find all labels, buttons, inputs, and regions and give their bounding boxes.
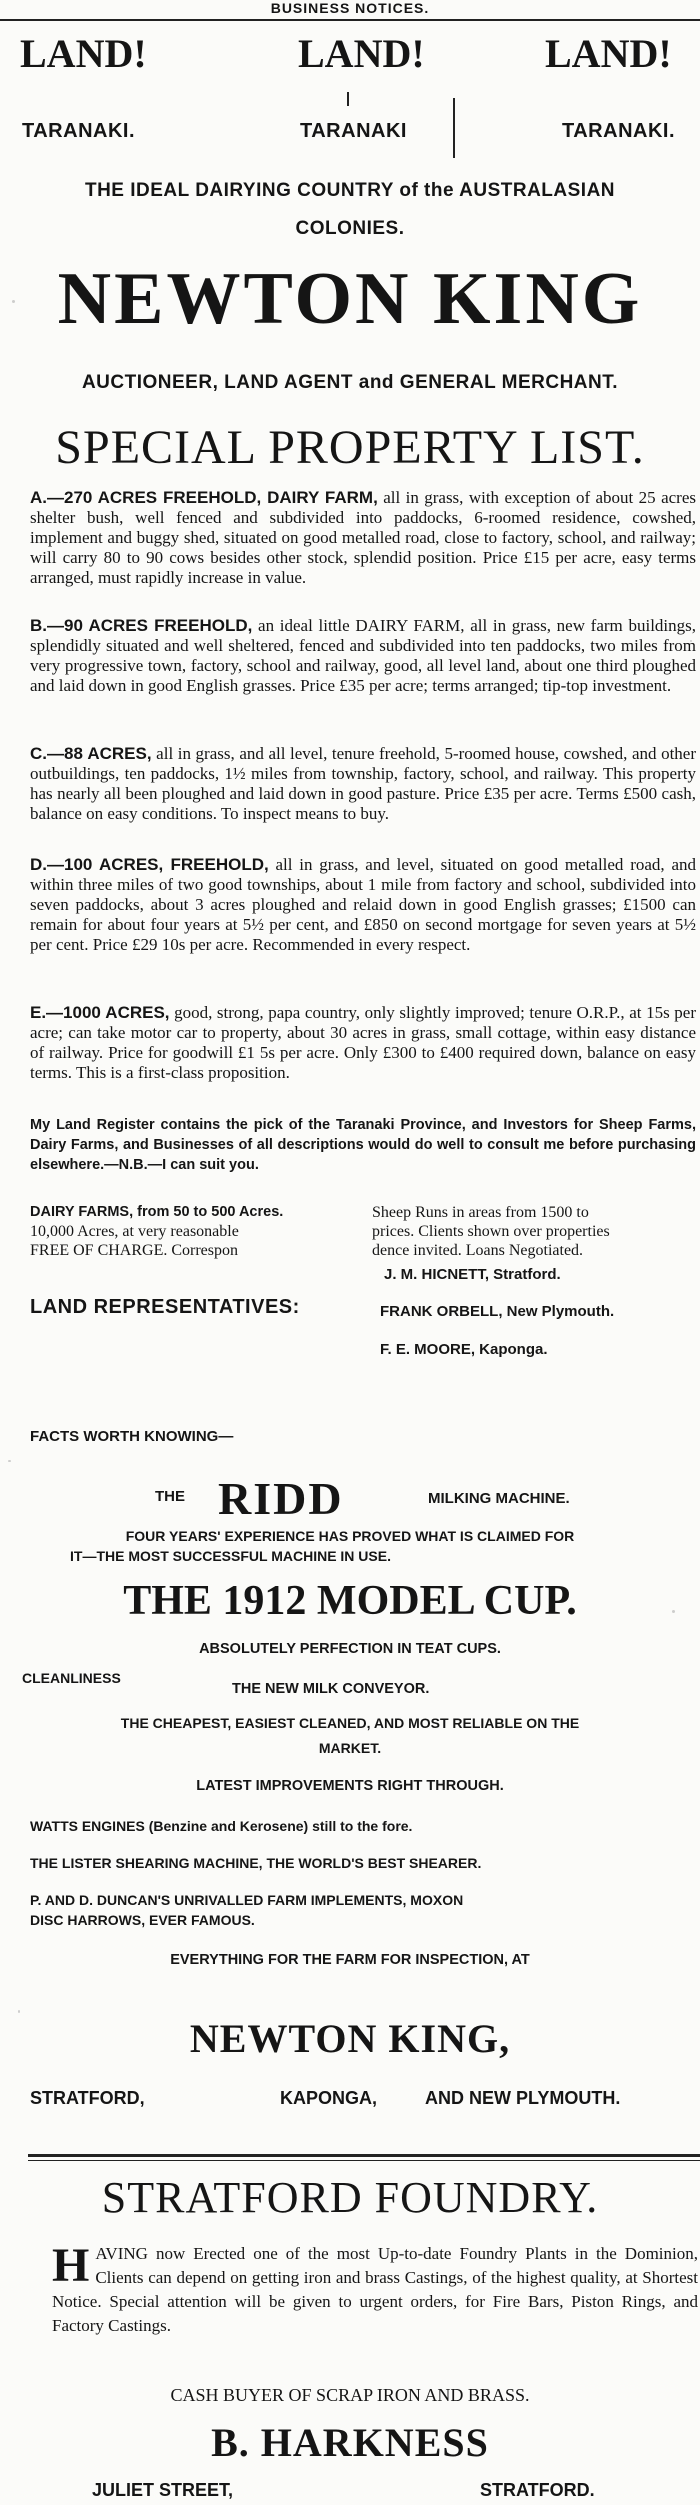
property-c bbox=[30, 744, 696, 864]
dairy-left-3: FREE OF CHARGE. Correspon bbox=[30, 1242, 239, 1259]
dairy-left-2: 10,000 Acres, at very reasonable bbox=[30, 1223, 239, 1240]
duncan-line-2: DISC HARROWS, EVER FAMOUS. bbox=[30, 1912, 255, 1928]
four-years-line-1: FOUR YEARS' EXPERIENCE HAS PROVED WHAT IS CLAIMED FOR bbox=[125, 1528, 575, 1544]
facts-heading: FACTS WORTH KNOWING— bbox=[30, 1428, 234, 1445]
rep-moore: F. E. MOORE, Kaponga. bbox=[380, 1341, 548, 1358]
print-speck bbox=[8, 1460, 11, 1462]
section-title: BUSINESS NOTICES. bbox=[270, 0, 430, 16]
print-speck bbox=[672, 1610, 675, 1613]
teat-cups-line: ABSOLUTELY PERFECTION IN TEAT CUPS. bbox=[199, 1641, 501, 1657]
property-d-lead: D.—100 ACRES, FREEHOLD, bbox=[30, 855, 269, 874]
town-kaponga: KAPONGA, bbox=[280, 2088, 378, 2108]
milking-machine: MILKING MACHINE. bbox=[428, 1490, 570, 1507]
foundry-dropcap: H bbox=[52, 2239, 90, 2292]
property-c-lead: C.—88 ACRES, bbox=[30, 744, 152, 763]
cheapest-line-1: THE CHEAPEST, EASIEST CLEANED, AND MOST RELIABLE ON THE bbox=[120, 1715, 580, 1731]
everything-for-farm: EVERYTHING FOR THE FARM FOR INSPECTION, AT bbox=[170, 1952, 530, 1968]
print-speck bbox=[18, 2010, 20, 2013]
model-cup-title: THE 1912 MODEL CUP. bbox=[123, 1578, 577, 1624]
owner-name: B. HARKNESS bbox=[211, 2420, 489, 2465]
print-speck bbox=[12, 300, 15, 303]
foundry-rule-top bbox=[28, 2154, 700, 2157]
property-d-text: all in grass, and level, situated on good metalled road, and within three miles of two good townships, about 1 mile from factory and school, subdivided into seven paddocks, about 3 acres ploughed and relaid down in good English grasses; £1500 can remain for about four years at 5½ per cent, and £850 on second mortgage for seven years at 5½ per cent. Price £29 10s per acre. Recommended in every respect. bbox=[30, 855, 697, 954]
property-a-lead: A.—270 ACRES FREEHOLD, DAIRY FARM, bbox=[30, 488, 378, 507]
tagline-line-1: THE IDEAL DAIRYING COUNTRY of the AUSTRALASIAN bbox=[84, 180, 616, 201]
land-word-3: LAND! bbox=[545, 31, 672, 76]
dairy-right-2: prices. Clients shown over properties bbox=[372, 1223, 610, 1240]
land-word-1: LAND! bbox=[20, 31, 147, 76]
lister-machine: THE LISTER SHEARING MACHINE, THE WORLD'S BEST SHEARER. bbox=[30, 1855, 482, 1871]
foundry-text: AVING now Erected one of the most Up-to-date Foundry Plants in the Dominion, Clients can depend on getting iron and brass Castings, of the highest quality, at Shortest Notice. Special attention will be given to urgent orders, for Fire Bars, Piston Rings, and Factory Castings. bbox=[52, 2244, 698, 2335]
property-b bbox=[30, 616, 696, 756]
top-rule bbox=[0, 19, 700, 21]
foundry-body bbox=[52, 2239, 698, 2338]
ridd-title: RIDD bbox=[218, 1473, 344, 1524]
register-note: My Land Register contains the pick of the Taranaki Province, and Investors for Sheep Farms, Dairy Farms, and Businesses of all descriptions would do well to consult me before purchasing elsewhere.—N.B.—I can suit you. bbox=[30, 1117, 696, 1173]
property-d bbox=[30, 855, 696, 995]
column-tick bbox=[347, 92, 349, 106]
dairy-right-3: dence invited. Loans Negotiated. bbox=[372, 1242, 584, 1259]
column-divider bbox=[453, 98, 455, 158]
property-b-lead: B.—90 ACRES FREEHOLD, bbox=[30, 616, 253, 635]
land-word-2: LAND! bbox=[298, 31, 425, 76]
property-c-text: all in grass, and all level, tenure freehold, 5-roomed house, cowshed, and other outbuildings, ten paddocks, 1½ miles from township, factory, school, and railway. This property has nearly all been ploughed and laid down in good pasture. Price £35 per acre. Terms £500 cash, balance on easy conditions. To inspect means to buy. bbox=[30, 744, 697, 823]
tagline-line-2: COLONIES. bbox=[295, 218, 405, 239]
firm-name: NEWTON KING bbox=[57, 258, 643, 340]
representatives-heading: LAND REPRESENTATIVES: bbox=[30, 1296, 300, 1318]
property-a-text: all in grass, with exception of about 25 acres shelter bush, well fenced and subdivided into paddocks, 6-roomed residence, cowshed, implement and buggy shed, situated on good metalled road, close to factory, school, and railway; will carry 80 to 90 cows besides other stock, splendid position. Price £15 per acre, easy terms arranged, must rapidly increase in value. bbox=[30, 488, 696, 587]
facts-the: THE bbox=[155, 1488, 185, 1505]
rep-hicnett: J. M. HICNETT, Stratford. bbox=[384, 1266, 561, 1283]
property-e-text: good, strong, papa country, only slightly improved; tenure O.R.P., at 15s per acre; can take motor car to property, about 30 acres in grass, small cottage, within easy distance of railway. Price for goodwill £1 5s per acre. Only £300 to £400 required down, balance on easy terms. This is a first-class proposition. bbox=[30, 1003, 696, 1082]
property-b-text: an ideal little DAIRY FARM, all in grass, new farm buildings, splendidly situated and well sheltered, fenced and subdivided into ten paddocks, two miles from very progressive town, factory, school and railway, good, all level land, about one third ploughed and laid down in good English grasses. Price £35 per acre; terms arranged; tip-top investment. bbox=[30, 616, 697, 695]
milk-conveyor-line: THE NEW MILK CONVEYOR. bbox=[232, 1681, 430, 1697]
list-title: SPECIAL PROPERTY LIST. bbox=[55, 421, 645, 474]
cash-buyer: CASH BUYER OF SCRAP IRON AND BRASS. bbox=[170, 2385, 530, 2405]
foundry-title: STRATFORD FOUNDRY. bbox=[101, 2173, 599, 2222]
taranaki-2: TARANAKI bbox=[300, 120, 407, 142]
property-e bbox=[30, 1003, 696, 1123]
four-years-line-2: IT—THE MOST SUCCESSFUL MACHINE IN USE. bbox=[70, 1548, 391, 1564]
owner-street: JULIET STREET, bbox=[92, 2480, 234, 2500]
firm-description: AUCTIONEER, LAND AGENT and GENERAL MERCHANT. bbox=[81, 372, 619, 393]
town-stratford: STRATFORD, bbox=[30, 2088, 145, 2108]
foundry-rule-bottom bbox=[28, 2160, 700, 2161]
owner-town: STRATFORD. bbox=[480, 2480, 595, 2500]
latest-improvements: LATEST IMPROVEMENTS RIGHT THROUGH. bbox=[196, 1778, 504, 1794]
dairy-farms-right bbox=[372, 1203, 698, 1260]
watts-engines: WATTS ENGINES (Benzine and Kerosene) still to the fore. bbox=[30, 1818, 413, 1834]
cheapest-line-2: MARKET. bbox=[318, 1740, 382, 1756]
town-new-plymouth: AND NEW PLYMOUTH. bbox=[425, 2088, 621, 2108]
rep-orbell: FRANK ORBELL, New Plymouth. bbox=[380, 1303, 615, 1320]
print-speck bbox=[690, 640, 692, 642]
dairy-farms-left bbox=[30, 1203, 370, 1260]
taranaki-1: TARANAKI. bbox=[22, 120, 136, 142]
property-a bbox=[30, 488, 696, 628]
duncan-line-1: P. AND D. DUNCAN'S UNRIVALLED FARM IMPLEMENTS, MOXON bbox=[30, 1892, 464, 1908]
property-e-lead: E.—1000 ACRES, bbox=[30, 1003, 170, 1022]
taranaki-3: TARANAKI. bbox=[562, 120, 676, 142]
dairy-right-1: Sheep Runs in areas from 1500 to bbox=[372, 1204, 589, 1221]
newton-king-bottom: NEWTON KING, bbox=[189, 2016, 511, 2061]
dairy-left-1: DAIRY FARMS, from 50 to 500 Acres. bbox=[30, 1204, 284, 1220]
cleanliness-label: CLEANLINESS bbox=[22, 1670, 121, 1686]
